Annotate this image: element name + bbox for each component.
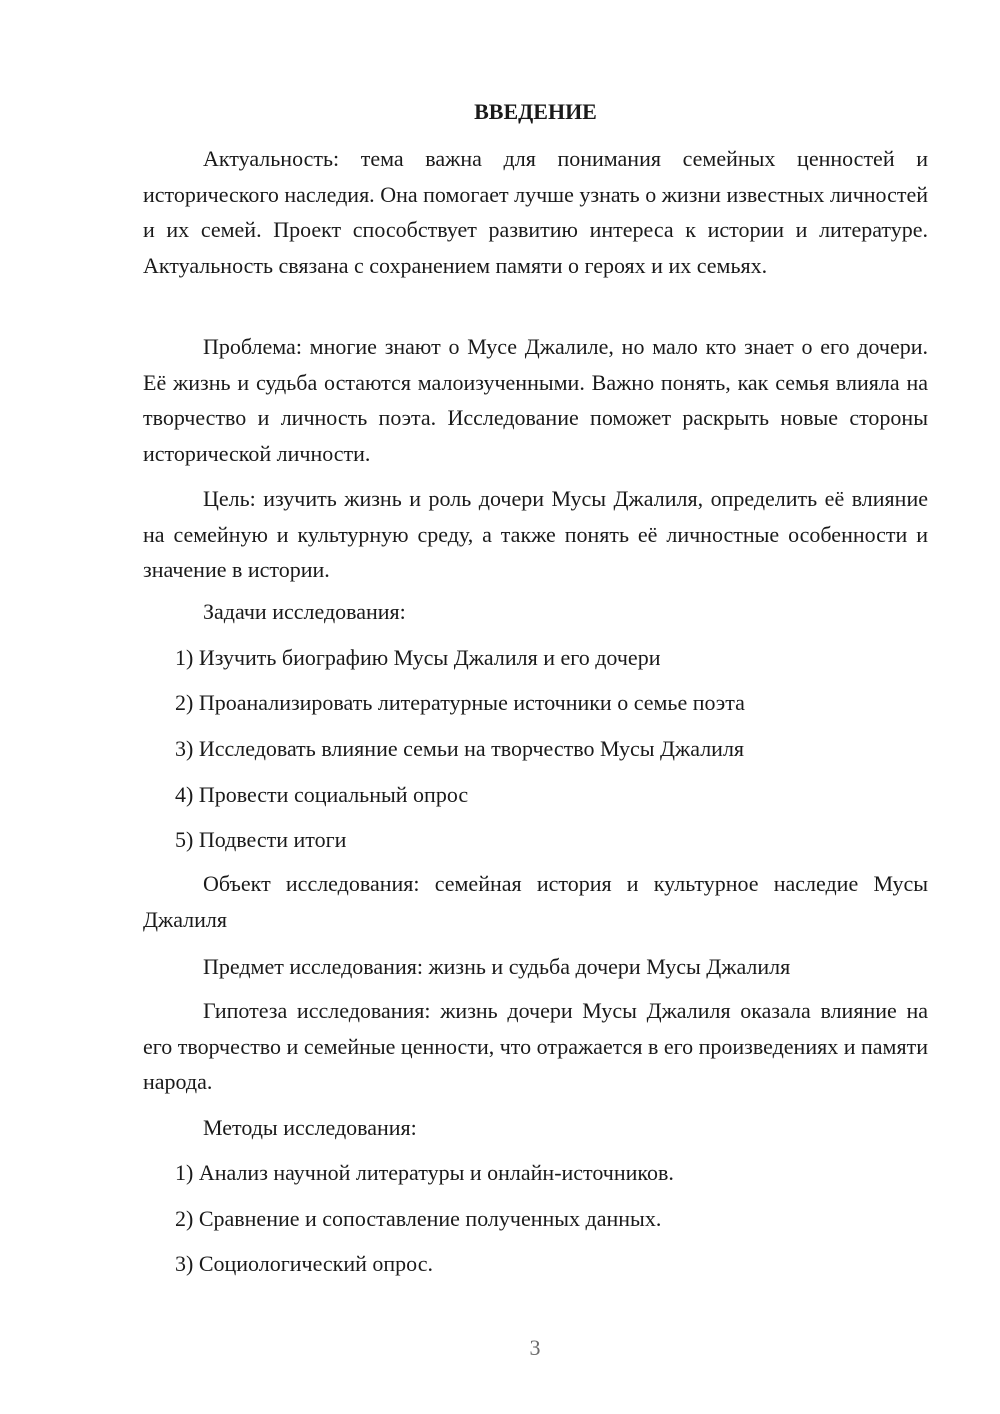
subject-paragraph: Предмет исследования: жизнь и судьба дочери Мусы Джалиля <box>203 954 791 979</box>
tasks-heading: Задачи исследования: <box>203 599 406 624</box>
goal-paragraph: Цель: изучить жизнь и роль дочери Мусы Джалиля, определить её влияние на семейную и культурную среду, а также понять её личностные особенности и значение в истории. <box>143 486 928 582</box>
task-item: 2) Проанализировать литературные источники о семье поэта <box>175 690 745 715</box>
method-item: 3) Социологический опрос. <box>175 1251 433 1276</box>
task-item: 1) Изучить биографию Мусы Джалиля и его дочери <box>175 645 661 670</box>
problem-paragraph: Проблема: многие знают о Мусе Джалиле, но мало кто знает о его дочери. Её жизнь и судьба остаются малоизученными. Важно понять, как семья влияла на творчество и личность поэта. Исследование поможет раскрыть новые стороны исторической личности. <box>143 334 928 466</box>
method-item: 1) Анализ научной литературы и онлайн-источников. <box>175 1160 674 1185</box>
task-item: 3) Исследовать влияние семьи на творчество Мусы Джалиля <box>175 736 745 761</box>
page-number: 3 <box>529 1335 541 1360</box>
object-paragraph: Объект исследования: семейная история и культурное наследие Мусы Джалиля <box>143 871 928 932</box>
hypothesis-paragraph: Гипотеза исследования: жизнь дочери Мусы Джалиля оказала влияние на его творчество и семейные ценности, что отражается в его произведениях и памяти народа. <box>143 998 928 1094</box>
relevance-paragraph: Актуальность: тема важна для понимания семейных ценностей и исторического наследия. Она помогает лучше узнать о жизни известных личностей и их семей. Проект способствует развитию интереса к истории и литературе. Актуальность связана с сохранением памяти о героях и их семьях. <box>143 146 928 278</box>
method-item: 2) Сравнение и сопоставление полученных данных. <box>175 1206 662 1231</box>
methods-heading: Методы исследования: <box>203 1115 417 1140</box>
task-item: 5) Подвести итоги <box>175 827 347 852</box>
task-item: 4) Провести социальный опрос <box>175 782 469 807</box>
section-title: ВВЕДЕНИЕ <box>474 99 597 124</box>
